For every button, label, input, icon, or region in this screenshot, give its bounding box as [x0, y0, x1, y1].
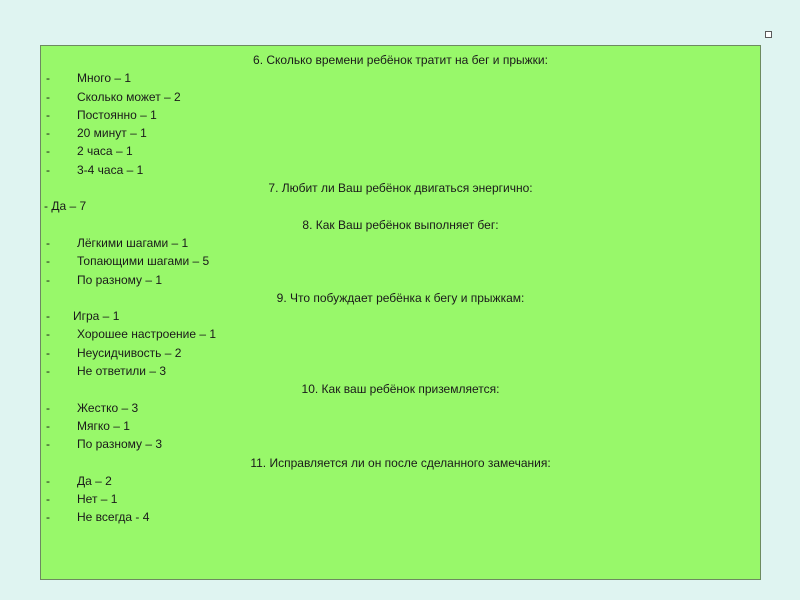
list-dash: -: [46, 254, 50, 269]
list-dash: -: [46, 235, 50, 250]
list-item-text: Мягко – 1: [77, 418, 130, 433]
list-item-text: Не ответили – 3: [77, 364, 167, 379]
list-item-text: Топающими шагами – 5: [77, 254, 210, 269]
list-item: [41, 234, 760, 252]
list-item-text: По разному – 1: [77, 272, 163, 287]
list-item-text: Хорошее настроение – 1: [77, 327, 217, 342]
list-item: [41, 508, 760, 526]
list-item-text: Не всегда - 4: [77, 510, 150, 525]
section-heading-q6: 6. Сколько времени ребёнок тратит на бег и прыжки:: [253, 53, 548, 67]
list-item: [41, 472, 760, 490]
list-item-text: 3-4 часа – 1: [77, 162, 144, 177]
list-dash: -: [46, 144, 50, 159]
list-item: [41, 344, 760, 362]
list-item-text: Жестко – 3: [77, 400, 139, 415]
survey-results-box: [40, 45, 761, 580]
list-item-plain: - Да – 7: [44, 199, 87, 214]
list-item-text: Постоянно – 1: [77, 107, 157, 122]
list-dash: -: [46, 89, 50, 104]
list-dash: -: [46, 418, 50, 433]
list-dash: -: [46, 364, 50, 379]
list-item-text: Много – 1: [77, 71, 132, 86]
section-heading-q11: 11. Исправляется ли он после сделанного замечания:: [250, 455, 551, 470]
list-dash: -: [46, 107, 50, 122]
list-item-text: Игра – 1: [73, 309, 120, 324]
list-item: [41, 161, 760, 179]
list-item: [41, 490, 760, 508]
list-item: [41, 325, 760, 343]
slide-corner-marker: [765, 31, 772, 38]
list-dash: -: [46, 71, 50, 86]
list-item: [41, 435, 760, 453]
list-item-text: 2 часа – 1: [77, 144, 133, 159]
list-item: [41, 271, 760, 289]
list-item: [41, 362, 760, 380]
list-item-text: Сколько может – 2: [77, 89, 181, 104]
list-dash: -: [46, 126, 50, 141]
list-item: [41, 399, 760, 417]
list-item: [41, 307, 760, 325]
list-dash: -: [46, 309, 50, 324]
list-item: [41, 69, 760, 87]
list-item: [41, 124, 760, 142]
list-dash: -: [46, 492, 50, 507]
list-item: [41, 88, 760, 106]
list-dash: -: [46, 162, 50, 177]
list-item-text: Неусидчивость – 2: [77, 345, 182, 360]
section-heading-q10: 10. Как ваш ребёнок приземляется:: [301, 382, 500, 397]
list-dash: -: [46, 473, 50, 488]
list-item: [41, 417, 760, 435]
list-item-text: Да – 2: [77, 473, 112, 488]
list-dash: -: [46, 510, 50, 525]
list-dash: -: [46, 272, 50, 287]
list-item: [41, 252, 760, 270]
section-heading-q7: 7. Любит ли Ваш ребёнок двигаться энергично:: [268, 181, 533, 196]
list-item: [41, 142, 760, 160]
list-dash: -: [46, 345, 50, 360]
list-item-text: 20 минут – 1: [77, 126, 147, 141]
list-item: [41, 106, 760, 124]
list-dash: -: [46, 327, 50, 342]
list-item-text: Лёгкими шагами – 1: [77, 235, 189, 250]
section-heading-q8: 8. Как Ваш ребёнок выполняет бег:: [302, 217, 499, 232]
section-heading-q9: 9. Что побуждает ребёнка к бегу и прыжкам:: [276, 290, 525, 305]
list-dash: -: [46, 437, 50, 452]
list-item-text: По разному – 3: [77, 437, 163, 452]
list-item-text: Нет – 1: [77, 492, 118, 507]
list-dash: -: [46, 400, 50, 415]
